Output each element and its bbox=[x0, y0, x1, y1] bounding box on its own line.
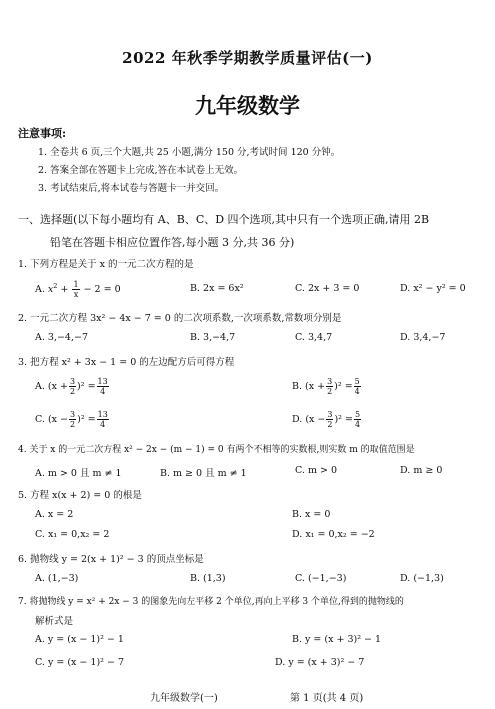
option-c: C. y = (x − 1)² − 7 bbox=[35, 657, 125, 668]
section-heading-cont: 铅笔在答题卡相应位置作答,每小题 3 分,共 36 分) bbox=[50, 236, 295, 249]
question-stem: 4. 关于 x 的一元二次方程 x² − 2x − (m − 1) = 0 有两个不相等的实数根,则实数 m 的取值范围是 bbox=[18, 445, 415, 455]
option-c: C. 3,4,7 bbox=[295, 332, 333, 343]
note-item: 1. 全卷共 6 页,三个大题,共 25 小题,满分 150 分,考试时间 120 分钟。 bbox=[38, 147, 341, 158]
option-b: B. 3,−4,7 bbox=[190, 332, 236, 343]
option-b: B. (x + $\frac{3}{2}$ )² = $\frac{5}{4}$ bbox=[292, 377, 360, 396]
option-b: B. (1,3) bbox=[190, 573, 226, 584]
option-a: A. y = (x − 1)² − 1 bbox=[35, 634, 124, 645]
option-b: B. y = (x + 3)² − 1 bbox=[292, 634, 382, 645]
option-d: D. m ≥ 0 bbox=[400, 465, 443, 476]
notes-heading: 注意事项: bbox=[18, 127, 67, 140]
question-stem: 3. 把方程 x² + 3x − 1 = 0 的左边配方后可得方程 bbox=[18, 357, 235, 368]
question-stem: 6. 抛物线 y = 2(x + 1)² − 3 的顶点坐标是 bbox=[18, 554, 204, 565]
option-c: C. 2x + 3 = 0 bbox=[295, 283, 360, 294]
option-c: C. (−1,−3) bbox=[295, 573, 347, 584]
question-stem: 7. 将抛物线 y = x² + 2x − 3 的图象先向左平移 2 个单位,再向上平移 3 个单位,得到的抛物线的 bbox=[18, 597, 404, 607]
option-c: C. m > 0 bbox=[295, 465, 338, 476]
option-a: A. (x + $\frac{3}{2}$ )² = $\frac{13}{4}$ bbox=[35, 377, 108, 396]
footer-subject: 九年级数学(一) bbox=[150, 693, 218, 704]
option-d: D. 3,4,−7 bbox=[400, 332, 446, 343]
option-b: B. m ≥ 0 且 m ≠ 1 bbox=[160, 468, 247, 479]
option-a: A. $x^2$ + $\frac{1}{x}$ − 2 = 0 bbox=[35, 280, 121, 299]
option-a: A. 3,−4,−7 bbox=[35, 332, 88, 343]
option-a: A. (1,−3) bbox=[35, 573, 79, 584]
question-stem-cont: 解析式是 bbox=[35, 616, 74, 627]
option-b: B. x = 0 bbox=[292, 509, 331, 520]
question-stem: 2. 一元二次方程 3x² − 4x − 7 = 0 的二次项系数,一次项系数,常数项分别是 bbox=[18, 313, 342, 324]
option-d: D. y = (x + 3)² − 7 bbox=[275, 657, 365, 668]
option-a: A. m > 0 且 m ≠ 1 bbox=[35, 468, 122, 479]
question-stem: 5. 方程 x(x + 2) = 0 的根是 bbox=[18, 490, 142, 501]
note-item: 3. 考试结束后,将本试卷与答题卡一并交回。 bbox=[38, 183, 225, 194]
option-d: D. (x − $\frac{3}{2}$ )² = $\frac{5}{4}$ bbox=[292, 410, 361, 429]
option-d: D. (−1,3) bbox=[400, 573, 444, 584]
option-a: A. x = 2 bbox=[35, 509, 74, 520]
option-d: D. x₁ = 0,x₂ = −2 bbox=[292, 529, 375, 540]
exam-title: 2022 年秋季学期教学质量评估(一) bbox=[122, 49, 373, 67]
subject-title: 九年级数学 bbox=[195, 93, 300, 118]
question-stem: 1. 下列方程是关于 x 的一元二次方程的是 bbox=[18, 259, 194, 270]
fraction: $\frac{1}{x}$ bbox=[73, 280, 79, 299]
option-c: C. x₁ = 0,x₂ = 2 bbox=[35, 529, 110, 540]
note-item: 2. 答案全部在答题卡上完成,答在本试卷上无效。 bbox=[38, 165, 244, 176]
section-heading: 一、选择题(以下每小题均有 A、B、C、D 四个选项,其中只有一个选项正确,请用 2B bbox=[18, 213, 430, 226]
page-number: 第 1 页(共 4 页) bbox=[290, 693, 364, 704]
option-c: C. (x − $\frac{3}{2}$ )² = $\frac{13}{4}$ bbox=[35, 410, 108, 429]
option-b: B. 2x = 6x² bbox=[190, 283, 244, 294]
option-d: D. x² − y² = 0 bbox=[400, 283, 466, 294]
